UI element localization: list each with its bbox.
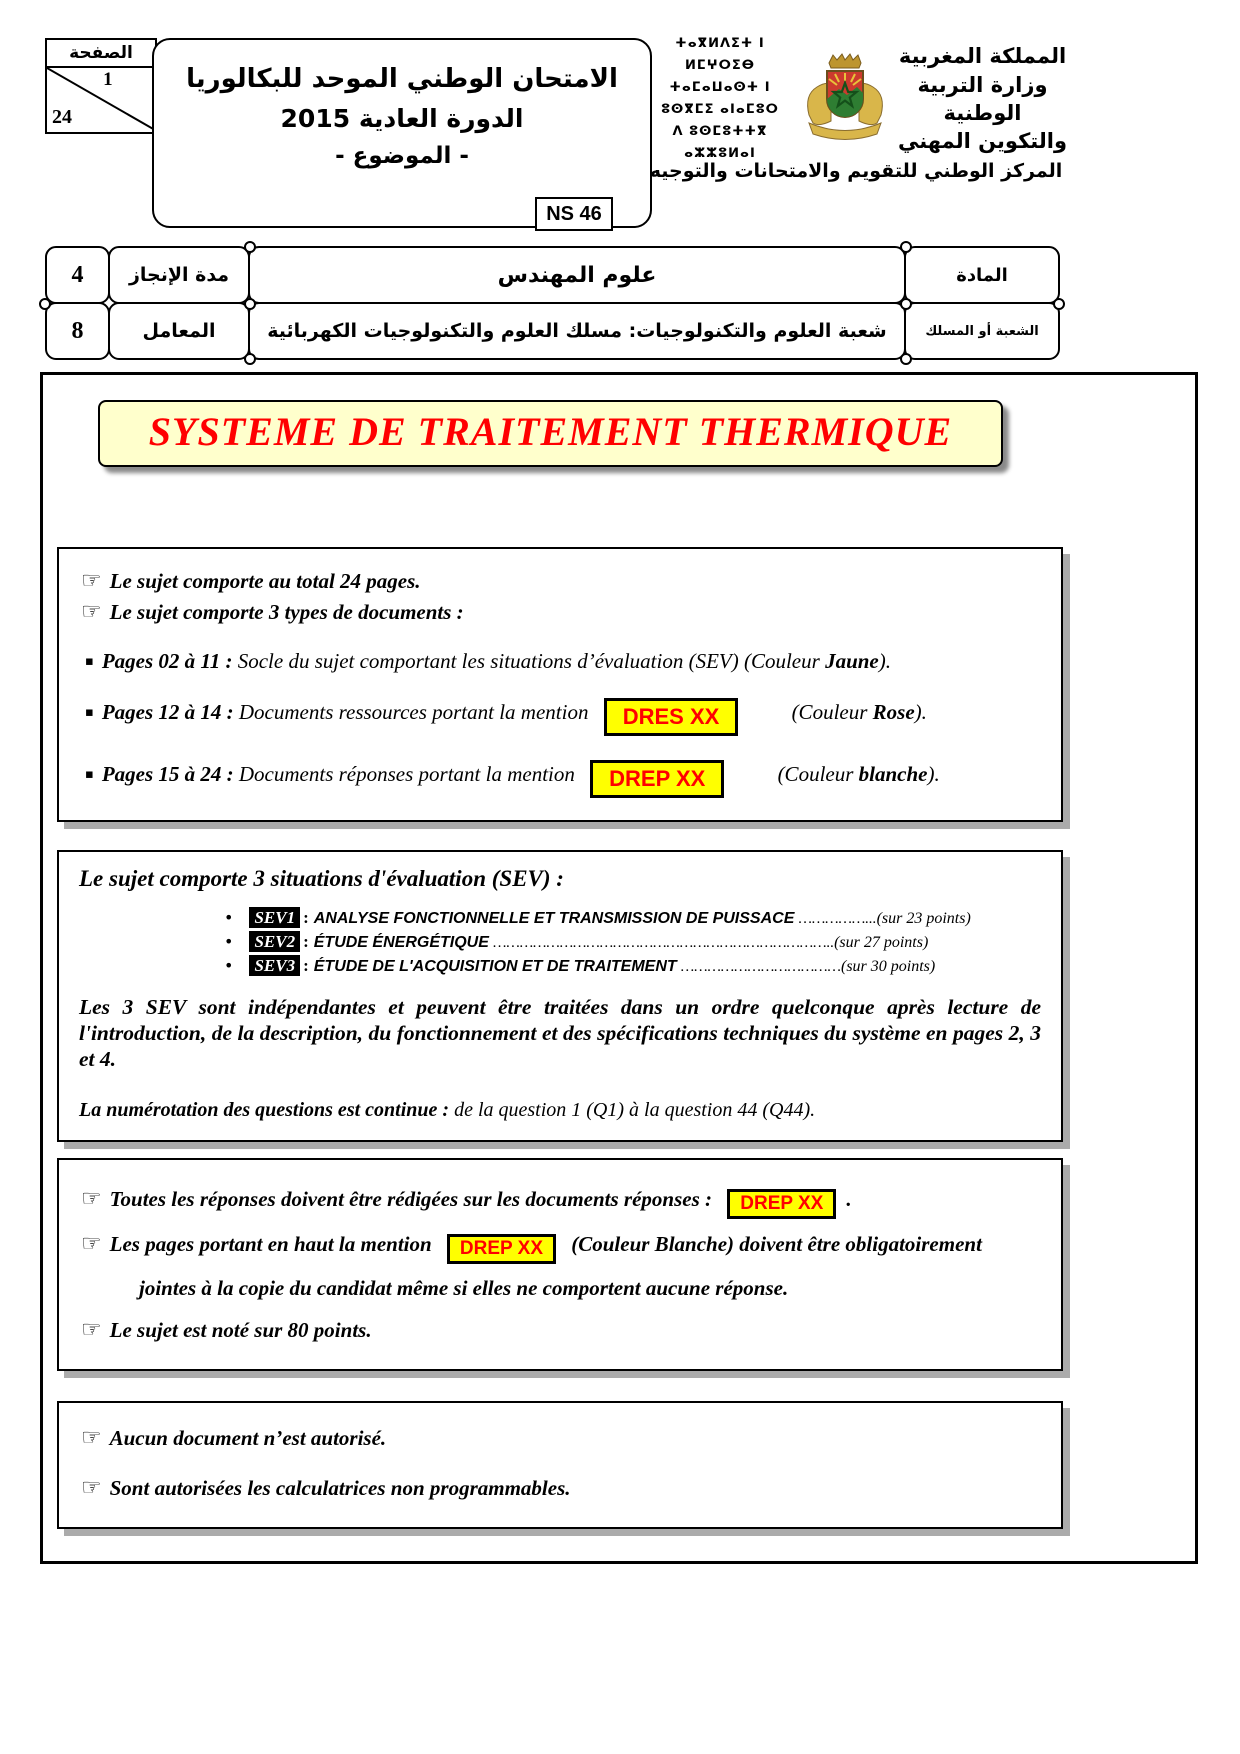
sev-item-1: [224, 908, 1041, 928]
pointer-icon: ☞: [81, 1185, 102, 1212]
sev-separator: :: [303, 956, 309, 975]
doc-item-body: Documents ressources portant la mention: [238, 700, 589, 724]
doc-item-after: (Couleur: [791, 700, 868, 724]
doc-color-word: Jaune: [825, 649, 879, 673]
documents-info-box: [57, 547, 1063, 822]
drep-badge: DREP XX: [727, 1189, 836, 1219]
sev-list: [224, 908, 1041, 976]
national-center-name: المركز الوطني للتقويم والامتحانات والتوجيه: [649, 160, 1063, 182]
sev3-points: (sur 30 points): [840, 958, 936, 975]
sev-item-2: [224, 932, 1041, 952]
total-page-count: 24: [52, 106, 72, 128]
pointer-icon: ☞: [81, 568, 102, 594]
total-pages-note: [81, 568, 1039, 594]
answers-note-text: Toutes les réponses doivent être rédigées sur les documents réponses :: [109, 1186, 713, 1211]
coefficient-value: 8: [45, 302, 110, 360]
table-junction-dot: [900, 353, 912, 365]
calculators-text: Sont autorisées les calculatrices non programmables.: [109, 1475, 571, 1500]
doc-item-resources: [85, 698, 1039, 736]
doc-types-note: [81, 599, 1039, 625]
sev2-points: (sur 27 points): [834, 934, 929, 951]
calculators-rule: [81, 1475, 1039, 1501]
sev1-tag: SEV1: [249, 907, 300, 928]
sev3-title: ÉTUDE DE L'ACQUISITION ET DE TRAITEMENT: [313, 958, 677, 975]
doc-item-body: Socle du sujet comportant les situations d’évaluation (SEV) (Couleur: [237, 649, 820, 673]
square-bullet-icon: ▪: [85, 654, 94, 669]
page-number-box: [45, 38, 157, 134]
question-numbering-note: [79, 1099, 1041, 1122]
table-junction-dot: [244, 298, 256, 310]
drep-badge: DREP XX: [590, 760, 724, 798]
total-pages-text: Le sujet comporte au total 24 pages.: [109, 569, 421, 593]
numbering-lead: La numérotation des questions est continue :: [79, 1098, 450, 1121]
answer-instructions-box: [57, 1158, 1063, 1371]
bullet-icon: •: [224, 908, 234, 927]
morocco-coat-of-arms-icon: [801, 51, 889, 147]
exam-title: الامتحان الوطني الموحد للبكالوريا: [186, 64, 618, 94]
drep-pages-note-line2: jointes à la copie du candidat même si elles ne comportent aucune réponse.: [139, 1275, 789, 1300]
tifinagh-line-1: ⵜⴰⴳⵍⴷⵉⵜ ⵏ ⵍⵎⵖⵔⵉⴱ: [675, 35, 765, 73]
doc-color-word: Rose: [872, 700, 915, 724]
sev1-title: ANALYSE FONCTIONNELLE ET TRANSMISSION DE PUISSACE: [313, 910, 795, 927]
drep-badge: DREP XX: [447, 1234, 556, 1264]
kingdom-line: المملكة المغربية: [898, 44, 1067, 69]
sev2-tag: SEV2: [249, 931, 300, 952]
sev1-points: (sur 23 points): [876, 910, 971, 927]
sev-heading: Le sujet comporte 3 situations d'évaluation (SEV) :: [79, 866, 564, 891]
table-junction-dot: [900, 241, 912, 253]
info-row-track: [45, 302, 1060, 360]
sev-separator: :: [303, 932, 309, 951]
table-junction-dot: [244, 353, 256, 365]
bullet-icon: •: [224, 956, 234, 975]
square-bullet-icon: ▪: [85, 705, 94, 720]
bullet-icon: •: [224, 932, 234, 951]
ministry-brand: [645, 35, 1070, 162]
main-content-frame: [40, 372, 1198, 1564]
sev-overview-box: [57, 850, 1063, 1142]
coefficient-label: المعامل: [108, 302, 250, 360]
duration-label: مدة الإنجاز: [108, 246, 250, 304]
tifinagh-line-2: ⵜⴰⵎⴰⵡⴰⵙⵜ ⵏ ⵓⵙⴳⵎⵉ ⴰⵏⴰⵎⵓⵔ: [661, 79, 779, 117]
dres-badge: DRES XX: [604, 698, 739, 736]
exam-session: الدورة العادية 2015: [280, 104, 524, 133]
tifinagh-text: [645, 33, 795, 166]
doc-item-body: Documents réponses portant la mention: [238, 762, 575, 786]
sev2-title: ÉTUDE ÉNERGÉTIQUE: [313, 934, 489, 951]
drep-note-post: (Couleur Blanche) doivent être obligatoirement: [571, 1231, 982, 1256]
no-documents-text: Aucun document n’est autorisé.: [109, 1425, 387, 1450]
leader-dots: ………………………………: [680, 959, 841, 975]
ministry-line-1: وزارة التربية الوطنية: [917, 72, 1048, 125]
sev-separator: :: [303, 908, 309, 927]
doc-color-word: blanche: [858, 762, 928, 786]
sev-independence-note: Les 3 SEV sont indépendantes et peuvent être traitées dans un ordre quelconque après lecture de l'introduction, de la description, du fonctionnement et des spécifications techniques du système en pages 2, 3 et 4.: [79, 995, 1041, 1072]
numbering-body: de la question 1 (Q1) à la question 44 (Q44).: [454, 1098, 816, 1121]
leader-dots: …………………………………………………………………..: [493, 935, 835, 951]
doc-item-tail: ).: [927, 762, 940, 786]
track-name: شعبة العلوم والتكنولوجيات: مسلك العلوم والتكنولوجيات الكهربائية: [248, 302, 906, 360]
drep-note-pre: Les pages portant en haut la mention: [109, 1231, 432, 1256]
leader-dots: ……………...: [798, 911, 877, 927]
track-field-label: الشعبة أو المسلك: [904, 302, 1060, 360]
answers-on-drep-note: [81, 1186, 1039, 1219]
ministry-text: [895, 42, 1070, 155]
duration-value: 4: [45, 246, 110, 304]
total-points-note: [81, 1317, 1039, 1343]
pointer-icon: ☞: [81, 1424, 102, 1451]
table-junction-dot: [1053, 298, 1065, 310]
doc-types-text: Le sujet comporte 3 types de documents :: [109, 600, 464, 624]
page-fraction: [47, 68, 155, 130]
info-row-subject: [45, 246, 1060, 304]
table-junction-dot: [900, 298, 912, 310]
page-range: Pages 02 à 11 :: [101, 649, 233, 673]
square-bullet-icon: ▪: [85, 767, 94, 782]
doc-item-tail: ).: [914, 700, 927, 724]
total-points-text: Le sujet est noté sur 80 points.: [109, 1317, 372, 1342]
page-label: الصفحة: [47, 40, 155, 68]
ministry-line-2: والتكوين المهني: [897, 129, 1068, 154]
no-documents-rule: [81, 1425, 1039, 1451]
tifinagh-line-3: ⴷ ⵓⵙⵎⵓⵜⵜⴳ ⴰⵣⵣⵓⵍⴰⵏ: [672, 124, 768, 162]
drep-pages-note: [81, 1231, 1039, 1264]
table-junction-dot: [39, 298, 51, 310]
page-range: Pages 15 à 24 :: [101, 762, 234, 786]
exam-subject-label: - الموضوع -: [335, 143, 469, 169]
sev-item-3: [224, 956, 1041, 976]
subject-field-label: المادة: [904, 246, 1060, 304]
doc-item-answers: [85, 760, 1039, 798]
ns-code-badge: NS 46: [535, 197, 613, 231]
sev3-tag: SEV3: [249, 955, 300, 976]
current-page-number: 1: [103, 69, 113, 90]
doc-item-tail: ).: [878, 649, 891, 673]
pointer-icon: ☞: [81, 599, 102, 625]
page-range: Pages 12 à 14 :: [101, 700, 234, 724]
system-title-banner: SYSTEME DE TRAITEMENT THERMIQUE: [98, 400, 1003, 467]
pointer-icon: ☞: [81, 1230, 102, 1257]
exam-rules-box: [57, 1401, 1063, 1529]
pointer-icon: ☞: [81, 1474, 102, 1501]
pointer-icon: ☞: [81, 1316, 102, 1343]
subject-name: علوم المهندس: [248, 246, 906, 304]
doc-item-sev-pages: [85, 649, 1039, 674]
answers-note-tail: .: [846, 1186, 852, 1211]
table-junction-dot: [244, 241, 256, 253]
doc-item-after: (Couleur: [777, 762, 854, 786]
